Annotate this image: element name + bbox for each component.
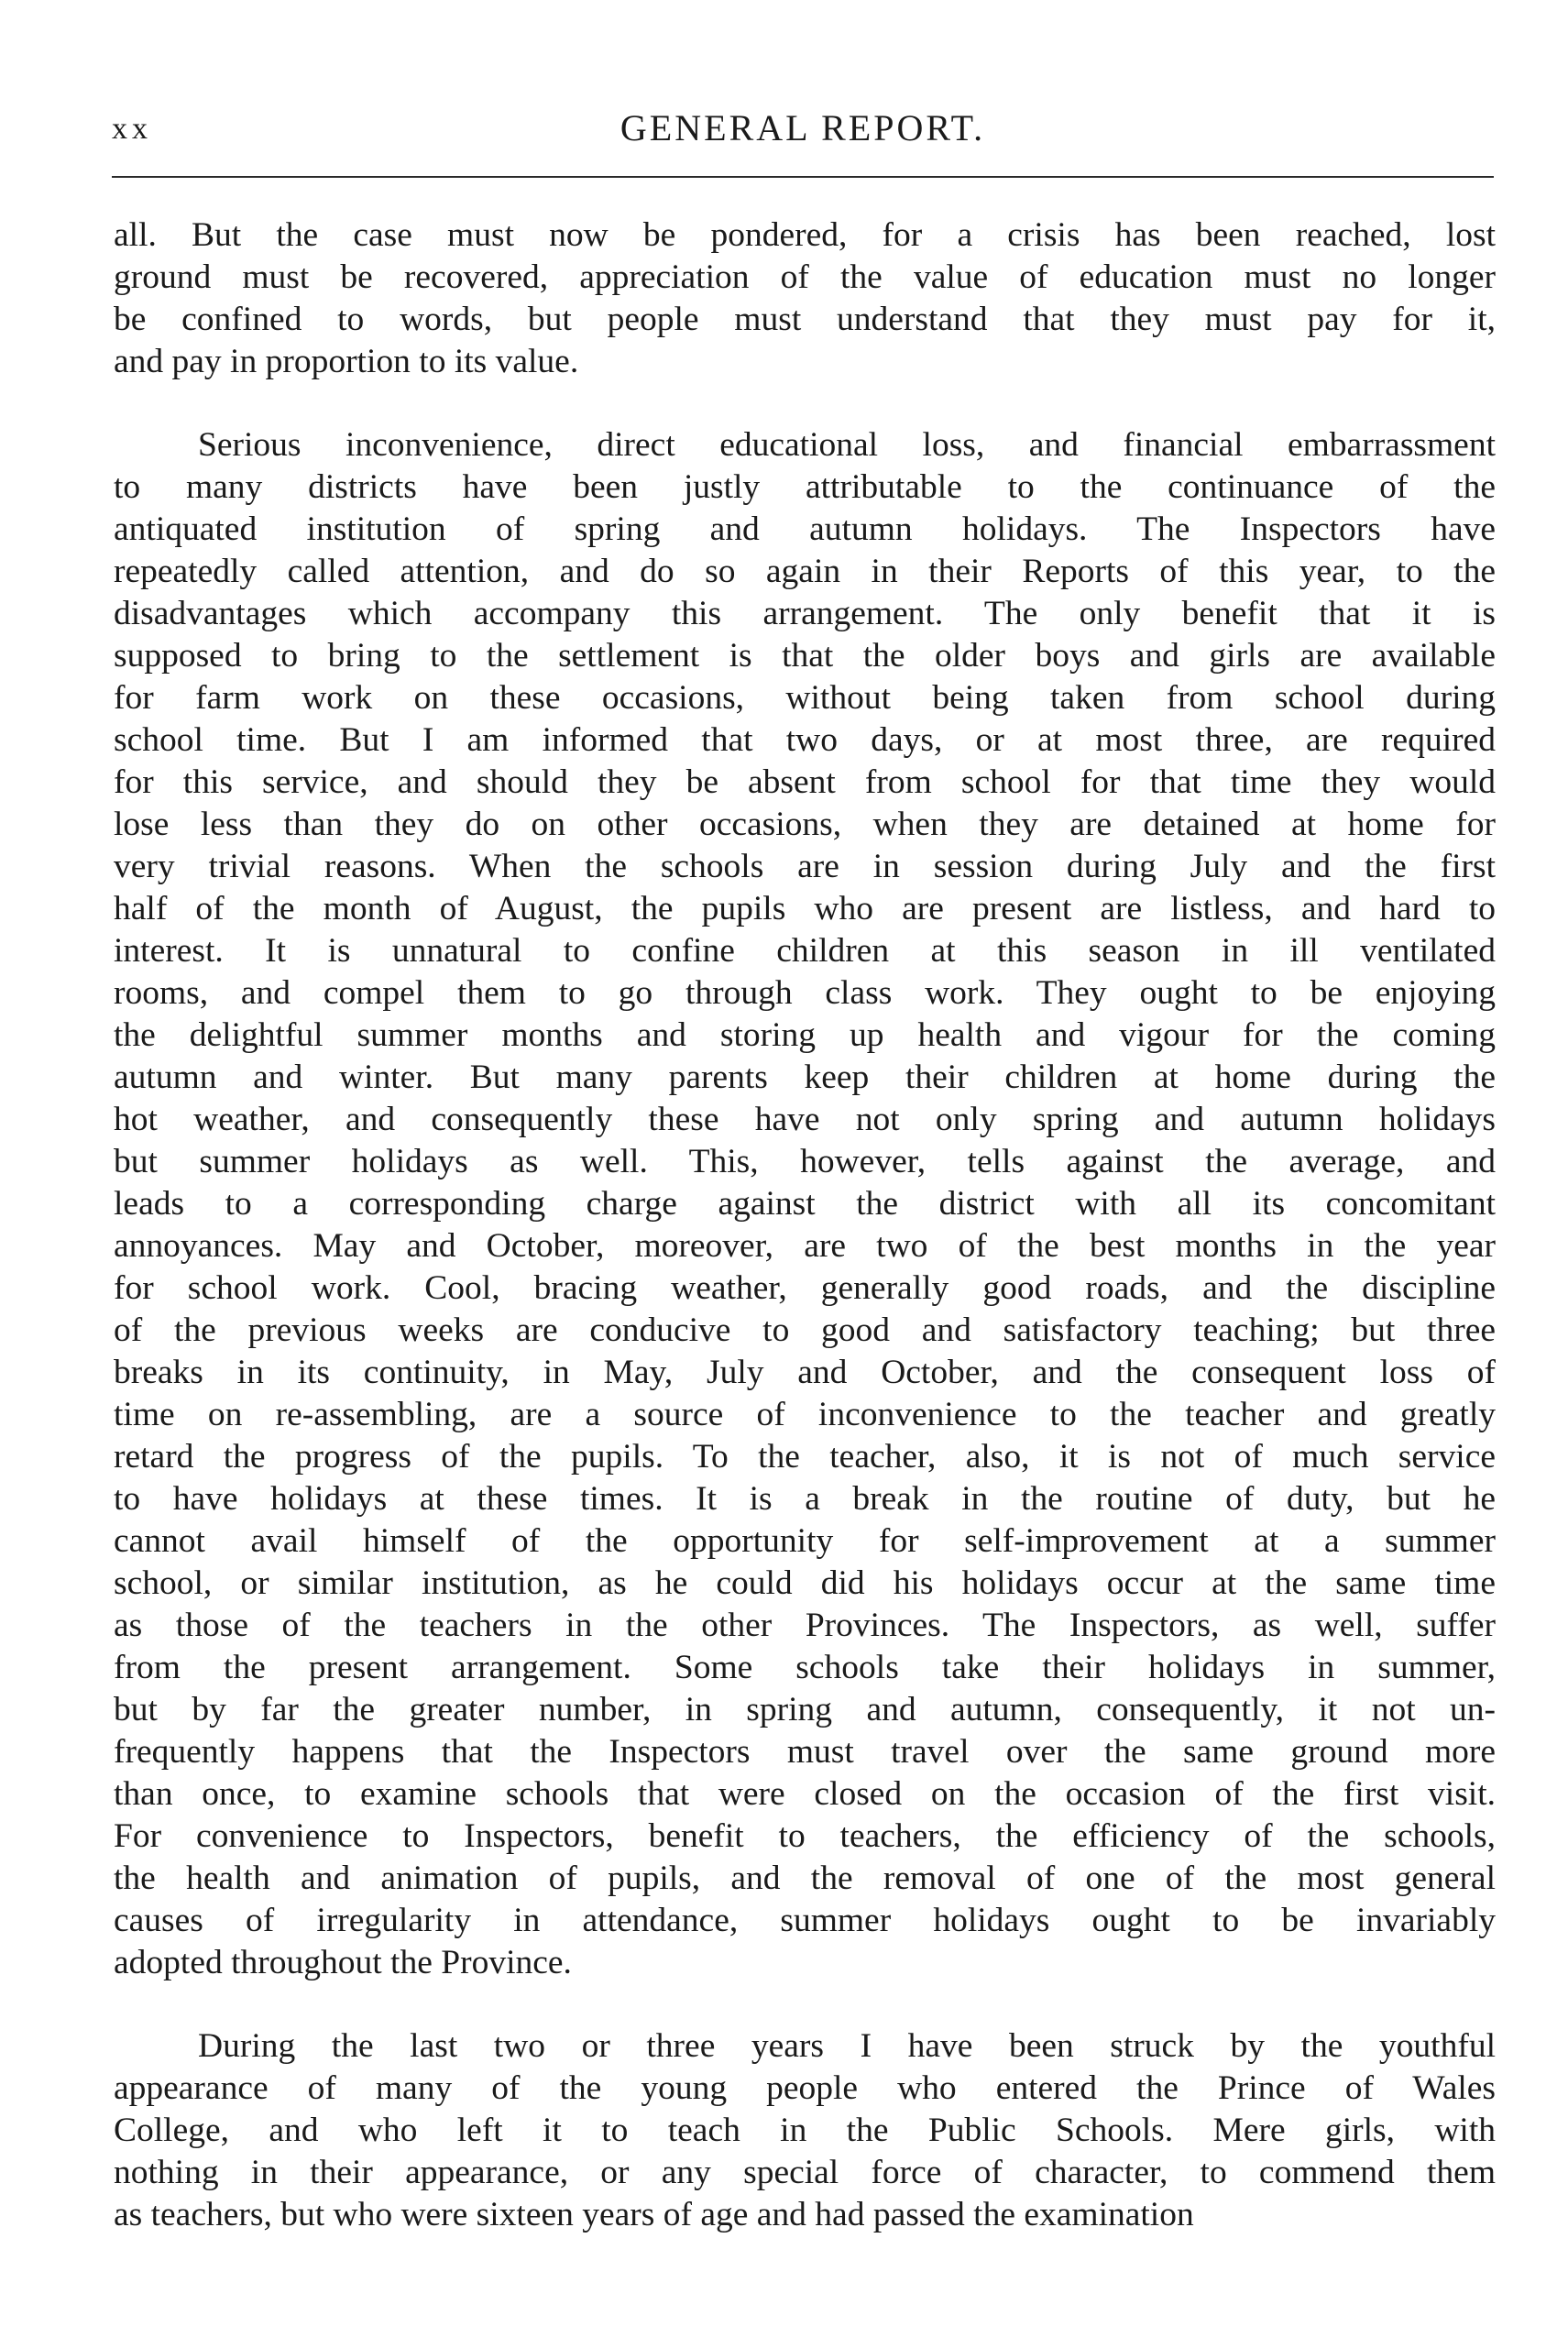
- header-rule: [112, 176, 1494, 178]
- text-line: from the present arrangement. Some schools take their holidays in summer,: [114, 1649, 1496, 1686]
- text-line: to have holidays at these times. It is a break in the routine of duty, but he: [114, 1480, 1496, 1518]
- text-line: causes of irregularity in attendance, summer holidays ought to be invariably: [114, 1902, 1496, 1939]
- text-line: all. But the case must now be pondered, for a crisis has been reached, lost: [114, 216, 1496, 254]
- text-line: very trivial reasons. When the schools are in session during July and the first: [114, 848, 1496, 885]
- text-line: school, or similar institution, as he could did his holidays occur at the same time: [114, 1564, 1496, 1602]
- text-line: but summer holidays as well. This, however, tells against the average, and: [114, 1143, 1496, 1180]
- text-line: but by far the greater number, in spring and autumn, consequently, it not un-: [114, 1691, 1496, 1728]
- running-title: GENERAL REPORT.: [620, 107, 986, 148]
- text-line: time on re-assembling, are a source of inconvenience to the teacher and greatly: [114, 1396, 1496, 1433]
- text-line: the delightful summer months and storing up health and vigour for the coming: [114, 1016, 1496, 1054]
- text-line: Serious inconvenience, direct educational loss, and financial embarrassment: [198, 426, 1496, 464]
- text-line: of the previous weeks are conducive to good and satisfactory teaching; but three: [114, 1311, 1496, 1349]
- text-line: for school work. Cool, bracing weather, generally good roads, and the discipline: [114, 1269, 1496, 1307]
- body-text: [114, 214, 1496, 2236]
- text-line: disadvantages which accompany this arrangement. The only benefit that it is: [114, 595, 1496, 632]
- text-line: annoyances. May and October, moreover, are two of the best months in the year: [114, 1227, 1496, 1265]
- paragraph-gap: [114, 1984, 1496, 2025]
- paragraph: [114, 214, 1496, 383]
- paragraph: [114, 2025, 1496, 2236]
- text-line: than once, to examine schools that were closed on the occasion of the first visit.: [114, 1775, 1496, 1813]
- text-line: the health and animation of pupils, and the removal of one of the most general: [114, 1860, 1496, 1897]
- paragraph: [114, 424, 1496, 1984]
- text-line: ground must be recovered, appreciation of the value of education must no longer: [114, 258, 1496, 296]
- text-line: College, and who left it to teach in the Public Schools. Mere girls, with: [114, 2112, 1496, 2149]
- text-line: repeatedly called attention, and do so again in their Reports of this year, to the: [114, 553, 1496, 590]
- text-line: nothing in their appearance, or any special force of character, to commend them: [114, 2154, 1496, 2191]
- text-line: leads to a corresponding charge against the district with all its concomitant: [114, 1185, 1496, 1223]
- text-line: autumn and winter. But many parents keep their children at home during the: [114, 1059, 1496, 1096]
- text-line: cannot avail himself of the opportunity for self-improvement at a summer: [114, 1522, 1496, 1560]
- text-line: as teachers, but who were sixteen years of age and had passed the examination: [114, 2196, 1194, 2233]
- text-line: for this service, and should they be absent from school for that time they would: [114, 763, 1496, 801]
- text-line: retard the progress of the pupils. To the teacher, also, it is not of much service: [114, 1438, 1496, 1476]
- page-header: [112, 103, 1494, 158]
- paragraph-gap: [114, 383, 1496, 424]
- text-line: For convenience to Inspectors, benefit to teachers, the efficiency of the schools,: [114, 1817, 1496, 1855]
- text-line: be confined to words, but people must understand that they must pay for it,: [114, 301, 1496, 338]
- text-line: hot weather, and consequently these have not only spring and autumn holidays: [114, 1101, 1496, 1138]
- page-number: xx: [112, 112, 152, 146]
- text-line: interest. It is unnatural to confine children at this season in ill ventilated: [114, 932, 1496, 970]
- text-line: antiquated institution of spring and autumn holidays. The Inspectors have: [114, 510, 1496, 548]
- text-line: rooms, and compel them to go through class work. They ought to be enjoying: [114, 974, 1496, 1012]
- text-line: for farm work on these occasions, without being taken from school during: [114, 679, 1496, 717]
- text-line: frequently happens that the Inspectors must travel over the same ground more: [114, 1733, 1496, 1771]
- text-line: During the last two or three years I have been struck by the youthful: [198, 2027, 1496, 2065]
- text-line: and pay in proportion to its value.: [114, 343, 579, 380]
- text-line: appearance of many of the young people who entered the Prince of Wales: [114, 2069, 1496, 2107]
- text-line: adopted throughout the Province.: [114, 1944, 572, 1981]
- text-line: school time. But I am informed that two days, or at most three, are required: [114, 721, 1496, 759]
- text-line: supposed to bring to the settlement is that the older boys and girls are available: [114, 637, 1496, 675]
- text-line: to many districts have been justly attributable to the continuance of the: [114, 468, 1496, 506]
- text-line: as those of the teachers in the other Provinces. The Inspectors, as well, suffer: [114, 1607, 1496, 1644]
- text-line: breaks in its continuity, in May, July and October, and the consequent loss of: [114, 1354, 1496, 1391]
- text-line: lose less than they do on other occasions, when they are detained at home for: [114, 806, 1496, 843]
- text-line: half of the month of August, the pupils who are present are listless, and hard to: [114, 890, 1496, 927]
